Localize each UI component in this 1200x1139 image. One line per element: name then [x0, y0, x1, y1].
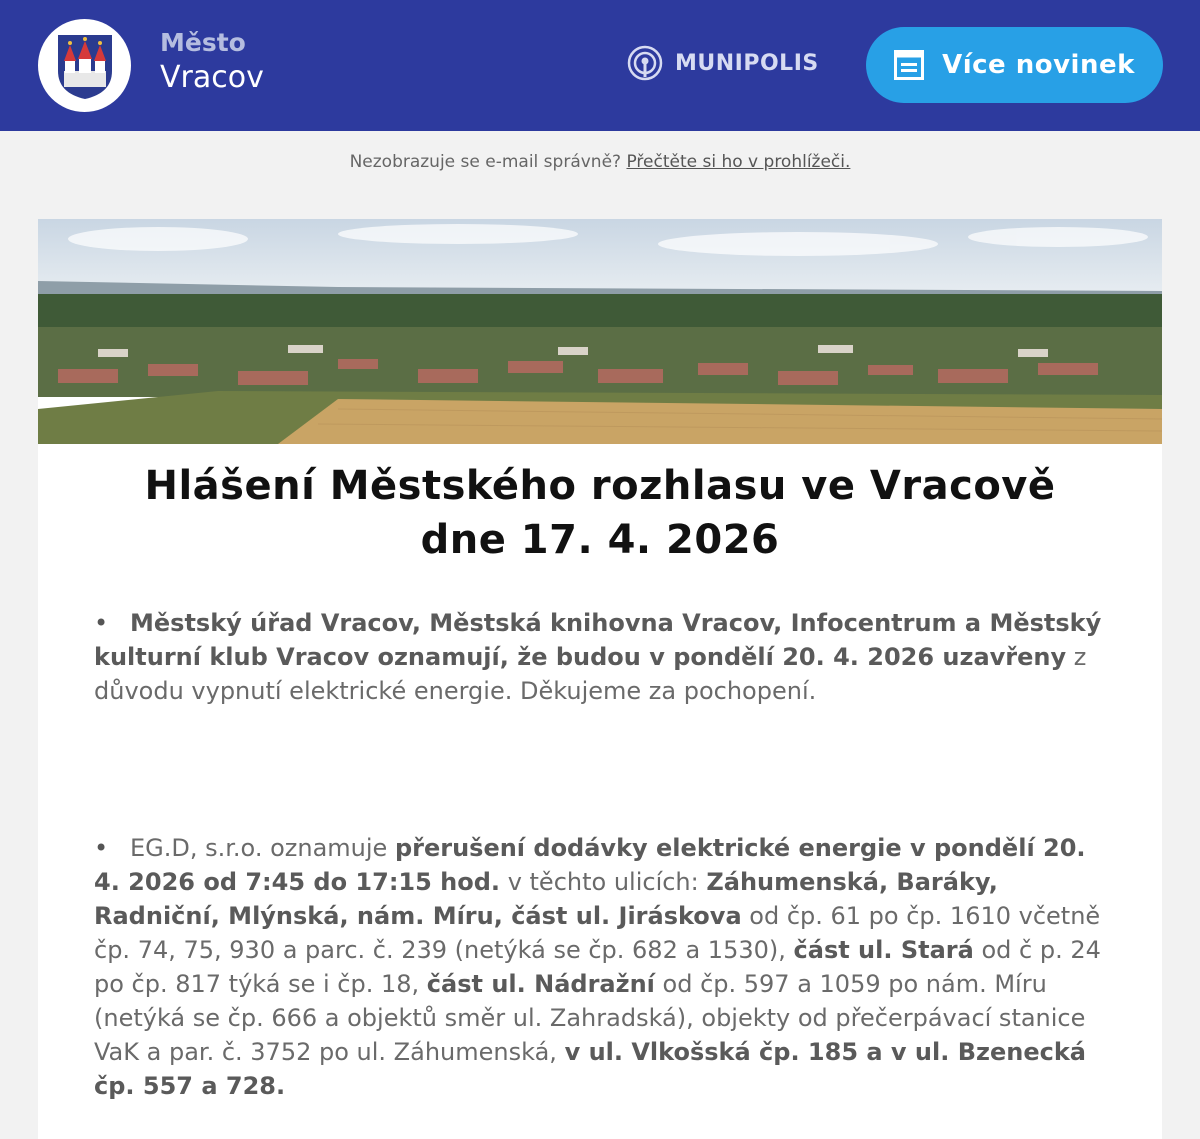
announcement-item: [94, 606, 1104, 708]
more-news-button[interactable]: [866, 27, 1163, 103]
item2-text3: od čp. 61 po čp. 1610 včetně čp. 74, 75, 930 a parc. č. 239 (netýká se čp. 682 a 1530),: [94, 902, 1101, 964]
bullet-icon: •: [94, 609, 109, 637]
notice-text: Nezobrazuje se e-mail správně?: [349, 152, 622, 172]
town-name-line2: Vracov: [160, 60, 264, 95]
item2-text1: EG.D, s.r.o. oznamuje: [130, 834, 388, 862]
view-in-browser-link[interactable]: Přečtěte si ho v prohlížeči.: [626, 152, 851, 172]
announcement-item: [94, 831, 1104, 1103]
item1-text: z důvodu vypnutí elektrické energie. Děkujeme za pochopení.: [94, 643, 1087, 705]
munipolis-logo[interactable]: [627, 45, 819, 81]
item2-text2: v těchto ulicích:: [507, 868, 699, 896]
item1-bold: Městský úřad Vracov, Městská knihovna Vracov, Infocentrum a Městský kulturní klub Vracov oznamují, že budou v pondělí 20. 4. 2026 uzavřeny: [94, 609, 1102, 671]
broadcast-icon: [627, 45, 663, 81]
item2-bold4: část ul. Nádražní: [426, 970, 655, 998]
coat-of-arms-icon: [54, 31, 116, 101]
bullet-icon: •: [94, 834, 109, 862]
article-title: [98, 459, 1102, 567]
hero-image: [38, 219, 1162, 444]
header-bar: [0, 0, 1200, 131]
item2-bold1: přerušení dodávky elektrické energie v pondělí 20. 4. 2026 od 7:45 do 17:15 hod.: [94, 834, 1086, 896]
browser-notice: [0, 152, 1200, 172]
more-news-label: Více novinek: [942, 50, 1135, 80]
item2-bold5: v ul. Vlkošská čp. 185 a v ul. Bzenecká čp. 557 a 728.: [94, 1038, 1086, 1100]
item2-bold3: část ul. Stará: [793, 936, 974, 964]
newspaper-icon: [894, 50, 924, 80]
title-line1: Hlášení Městského rozhlasu ve Vracově: [144, 463, 1056, 509]
article-card: [38, 219, 1162, 1139]
item2-text4: od č p. 24 po čp. 817 týká se i čp. 18,: [94, 936, 1101, 998]
item2-text5: od čp. 597 a 1059 po nám. Míru (netýká se čp. 666 a objektů směr ul. Zahradská), objekty od přečerpávací stanice VaK a par. č. 3752 po ul. Záhumenská,: [94, 970, 1086, 1066]
town-name-line1: Město: [160, 28, 246, 57]
item2-bold2: Záhumenská, Baráky, Radniční, Mlýnská, nám. Míru, část ul. Jiráskova: [94, 868, 998, 930]
town-logo[interactable]: [38, 19, 131, 112]
title-line2: dne 17. 4. 2026: [420, 517, 780, 563]
town-name: [160, 30, 264, 93]
munipolis-brand: MUNIPOLIS: [675, 50, 819, 76]
